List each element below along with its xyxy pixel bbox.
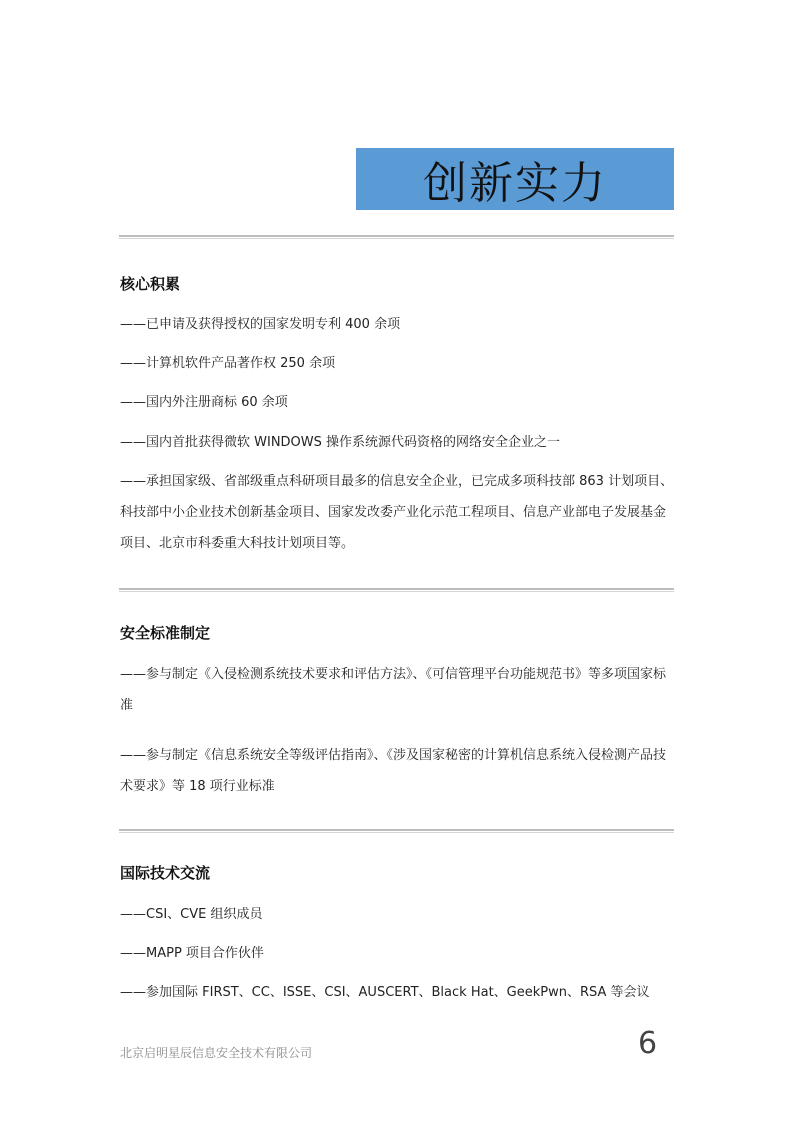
list-item: ——计算机软件产品著作权 250 余项 xyxy=(120,356,336,371)
page-title-banner xyxy=(356,148,674,210)
section-heading-core: 核心积累 xyxy=(120,275,181,293)
list-item: ——已申请及获得授权的国家发明专利 400 余项 xyxy=(120,317,401,332)
list-item: ——参与制定《入侵检测系统技术要求和评估方法》、《可信管理平台功能规范书》等多项国家标准 xyxy=(120,667,667,713)
list-item: ——国内外注册商标 60 余项 xyxy=(120,395,288,410)
list-item: ——MAPP 项目合作伙伴 xyxy=(120,946,264,961)
list-item: ——国内首批获得微软 WINDOWS 操作系统源代码资格的网络安全企业之一 xyxy=(120,435,561,450)
page-number: 6 xyxy=(638,1026,658,1061)
section-divider xyxy=(119,829,674,833)
list-item: ——CSI、CVE 组织成员 xyxy=(120,907,263,922)
list-item: ——参加国际 FIRST、CC、ISSE、CSI、AUSCERT、Black Hat、GeekPwn、RSA 等会议 xyxy=(120,985,650,1000)
list-item: ——参与制定《信息系统安全等级评估指南》、《涉及国家秘密的计算机信息系统入侵检测产品技术要求》等 18 项行业标准 xyxy=(120,748,667,794)
footer-company-name: 北京启明星辰信息安全技术有限公司 xyxy=(120,1046,313,1060)
section-heading-international: 国际技术交流 xyxy=(120,864,211,882)
list-item: ——承担国家级、省部级重点科研项目最多的信息安全企业，已完成多项科技部 863 计划项目、科技部中小企业技术创新基金项目、国家发改委产业化示范工程项目、信息产业部电子发展基金项目、北京市科委重大科技计划项目等。 xyxy=(120,474,674,551)
page-title: 创新实力 xyxy=(423,158,607,209)
section-heading-standards: 安全标准制定 xyxy=(120,624,211,642)
section-divider xyxy=(119,588,674,592)
section-divider xyxy=(119,235,674,239)
